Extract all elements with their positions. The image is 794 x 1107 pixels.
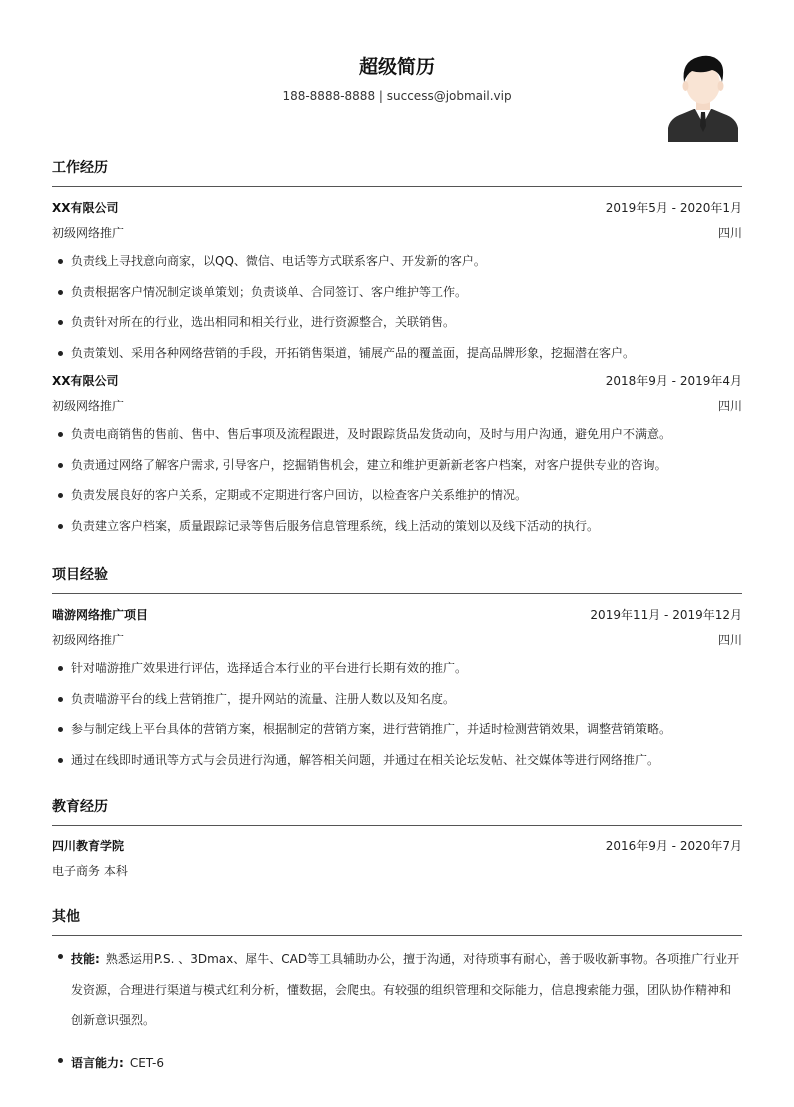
- other-section-title: 其他: [52, 906, 742, 936]
- work-section: [52, 157, 742, 541]
- education-section: [52, 796, 742, 883]
- job-role: 初级网络推广: [52, 399, 125, 413]
- duty-list: [52, 419, 742, 541]
- project-duty-list: [52, 653, 742, 775]
- work-entry: [52, 195, 742, 368]
- work-entry: [52, 368, 742, 541]
- project-role: 初级网络推广: [52, 633, 125, 647]
- entry-location: 四川: [717, 226, 742, 240]
- entry-dates: 2019年5月 - 2020年1月: [605, 201, 742, 215]
- entry-location: 四川: [717, 399, 742, 413]
- duty-item: 负责喵游平台的线上营销推广，提升网站的流量、注册人数以及知名度。: [71, 684, 742, 715]
- entry-dates: 2018年9月 - 2019年4月: [605, 374, 742, 388]
- entry-location: 四川: [717, 633, 742, 647]
- other-section: [52, 906, 742, 1081]
- duty-item: 负责根据客户情况制定谈单策划；负责谈单、合同签订、客户维护等工作。: [71, 277, 742, 308]
- skills-label: 技能:: [71, 952, 100, 966]
- school-name: 四川教育学院: [52, 839, 125, 853]
- project-entry: [52, 602, 742, 775]
- entry-dates: 2016年9月 - 2020年7月: [605, 839, 742, 853]
- entry-dates: 2019年11月 - 2019年12月: [590, 608, 742, 622]
- duty-item: 负责发展良好的客户关系，定期或不定期进行客户回访，以检查客户关系维护的情况。: [71, 480, 742, 511]
- duty-item: 负责建立客户档案，质量跟踪记录等售后服务信息管理系统，线上活动的策划以及线下活动的执行。: [71, 511, 742, 542]
- resume-header: [52, 0, 742, 150]
- skills-item: [71, 941, 742, 1039]
- avatar-icon: [668, 52, 738, 142]
- duty-item: 针对喵游推广效果进行评估，选择适合本行业的平台进行长期有效的推广。: [71, 653, 742, 684]
- other-list: [52, 941, 742, 1081]
- job-role: 初级网络推广: [52, 226, 125, 240]
- work-section-title: 工作经历: [52, 157, 742, 187]
- duty-item: 参与制定线上平台具体的营销方案，根据制定的营销方案，进行营销推广，并适时检测营销效果，调整营销策略。: [71, 714, 742, 745]
- duty-item: 负责针对所在的行业，选出相同和相关行业，进行资源整合，关联销售。: [71, 307, 742, 338]
- project-section-title: 项目经验: [52, 564, 742, 594]
- company-name: XX有限公司: [52, 201, 119, 215]
- duty-item: 负责策划、采用各种网络营销的手段，开拓销售渠道，铺展产品的覆盖面，提高品牌形象，挖掘潜在客户。: [71, 338, 742, 369]
- duty-item: 通过在线即时通讯等方式与会员进行沟通，解答相关问题，并通过在相关论坛发帖、社交媒体等进行网络推广。: [71, 745, 742, 776]
- language-item: [71, 1045, 742, 1082]
- contact-info: 188-8888-8888 | success@jobmail.vip: [282, 89, 512, 103]
- major-degree: 电子商务 本科: [52, 864, 128, 878]
- duty-item: 负责通过网络了解客户需求, 引导客户，挖掘销售机会，建立和维护更新新老客户档案，对客户提供专业的咨询。: [71, 450, 742, 481]
- education-entry: [52, 833, 742, 883]
- resume-page: [52, 0, 742, 1081]
- skills-text: 熟悉运用P.S. 、3Dmax、犀牛、CAD等工具辅助办公，擅于沟通，对待琐事有耐心，善于吸收新事物。各项推广行业开发资源，合理进行渠道与模式红利分析，懂数据，会爬虫。有较强的组织管理和交际能力，信息搜索能力强，团队协作精神和创新意识强烈。: [71, 952, 740, 1027]
- language-text: CET-6: [129, 1055, 164, 1070]
- language-label: 语言能力:: [71, 1055, 124, 1070]
- company-name: XX有限公司: [52, 374, 119, 388]
- project-section: [52, 564, 742, 775]
- duty-item: 负责线上寻找意向商家，以QQ、微信、电话等方式联系客户、开发新的客户。: [71, 246, 742, 277]
- education-section-title: 教育经历: [52, 796, 742, 826]
- duty-item: 负责电商销售的售前、售中、售后事项及流程跟进，及时跟踪货品发货动向，及时与用户沟通，避免用户不满意。: [71, 419, 742, 450]
- duty-list: [52, 246, 742, 368]
- resume-name: 超级简历: [358, 56, 435, 78]
- project-name: 喵游网络推广项目: [52, 608, 149, 622]
